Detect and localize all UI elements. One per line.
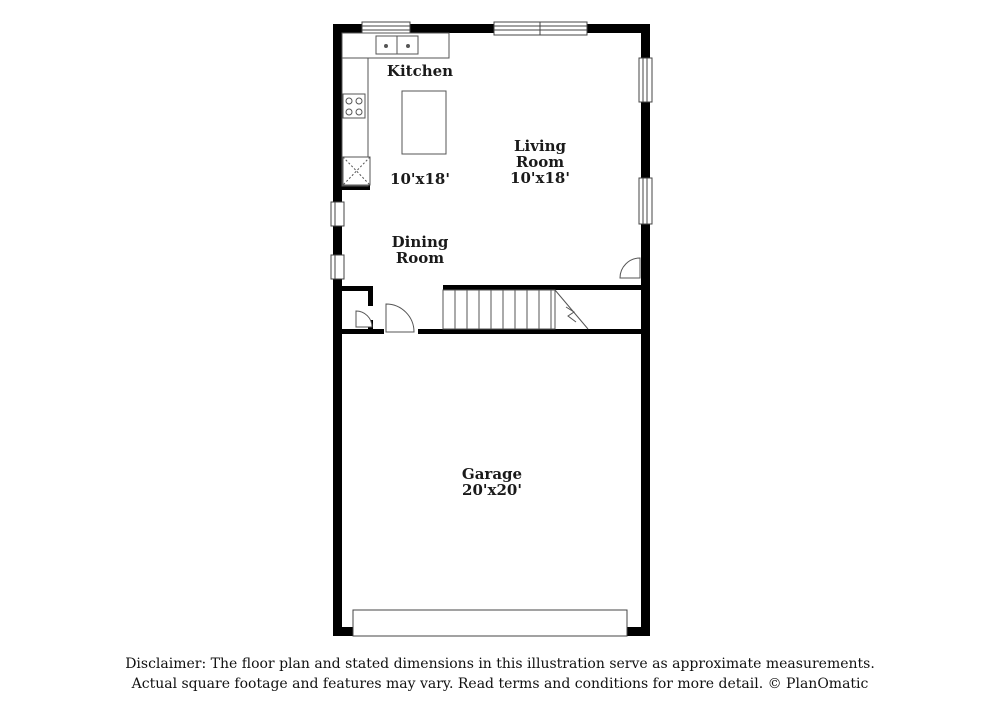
living-room-name-1: Living (513, 137, 567, 155)
wall-left (333, 24, 342, 636)
wall-bottom-left (333, 627, 353, 636)
kitchen-dims: 10'x18' (390, 170, 450, 188)
living-room-name-2: Room (515, 153, 565, 171)
window-left-dining-1 (331, 202, 344, 226)
window-left-dining-2 (331, 255, 344, 279)
living-room-dims: 10'x18' (510, 169, 570, 187)
door-garage (386, 304, 414, 332)
wall-closet-top (342, 286, 372, 291)
stove (343, 94, 365, 118)
window-right-middle (639, 178, 652, 224)
walls (333, 24, 650, 636)
garage-label (452, 466, 532, 498)
stairs (443, 290, 588, 329)
dining-room-name-2: Room (395, 249, 445, 267)
wall-stair-top (443, 285, 641, 290)
garage-name: Garage (461, 465, 523, 483)
kitchen-island (402, 91, 446, 154)
garage-door (353, 610, 627, 636)
wall-right (641, 24, 650, 636)
kitchen-label: Kitchen (386, 62, 454, 80)
wall-closet-side (368, 286, 373, 306)
disclaimer-line-1: Disclaimer: The floor plan and stated dimensions in this illustration serve as approximate measurements. (125, 656, 875, 672)
disclaimer-line-2: Actual square footage and features may vary. Read terms and conditions for more detail. © PlanOmatic (131, 676, 869, 692)
living-room-label (500, 138, 580, 186)
door-entry (620, 258, 640, 278)
wall-bottom-right (627, 627, 650, 636)
door-closet (356, 311, 372, 327)
window-right-upper (639, 58, 652, 102)
dining-room-label (380, 234, 460, 266)
wall-garage-right (418, 329, 641, 334)
garage-dims: 20'x20' (462, 481, 522, 499)
dining-room-name-1: Dining (391, 233, 449, 251)
wall-garage-left (342, 329, 384, 334)
